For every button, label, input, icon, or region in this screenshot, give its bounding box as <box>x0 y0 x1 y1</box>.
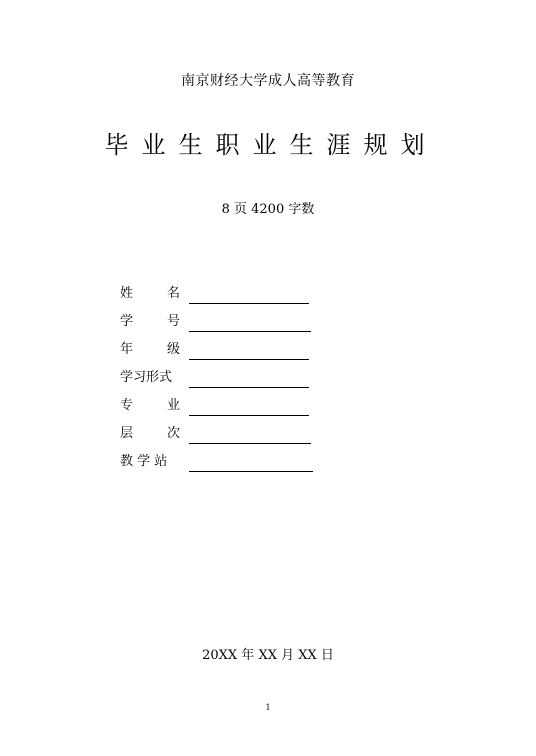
document-date: 20XX 年 XX 月 XX 日 <box>202 648 334 663</box>
field-label-grade <box>120 341 180 360</box>
label-char: 级 <box>166 342 180 357</box>
label-char: 层 <box>120 426 134 441</box>
major-field-line[interactable] <box>189 397 309 416</box>
grade-field-line[interactable] <box>189 341 309 360</box>
study-mode-field-line[interactable] <box>189 369 309 388</box>
level-field-line[interactable] <box>189 425 311 444</box>
label-char: 专 <box>120 398 134 413</box>
form-row-grade <box>120 332 340 360</box>
field-label-level <box>120 425 180 444</box>
student-id-field-line[interactable] <box>189 313 311 332</box>
field-label-name <box>120 285 180 304</box>
label-text: 教 学 站 <box>120 454 168 469</box>
field-label-major <box>120 397 180 416</box>
form-row-major <box>120 388 340 416</box>
study-center-field-line[interactable] <box>189 453 313 472</box>
label-char: 号 <box>166 314 180 329</box>
institution-name: 南京财经大学成人高等教育 <box>181 73 355 89</box>
page-number: 1 <box>265 703 271 712</box>
label-char: 年 <box>120 342 134 357</box>
field-label-study-center <box>120 453 180 472</box>
label-char: 名 <box>166 286 180 301</box>
form-row-level <box>120 416 340 444</box>
name-field-line[interactable] <box>189 285 309 304</box>
document-title: 毕业生职业生涯规划 <box>104 131 438 159</box>
label-char: 次 <box>166 426 180 441</box>
info-form <box>120 276 340 472</box>
field-label-student-id <box>120 313 180 332</box>
label-char: 学 <box>120 314 134 329</box>
page-word-count: 8 页 4200 字数 <box>221 202 315 217</box>
form-row-student-id <box>120 304 340 332</box>
form-row-study-mode <box>120 360 340 388</box>
form-row-name <box>120 276 340 304</box>
label-text: 学习形式 <box>120 370 173 385</box>
form-row-study-center <box>120 444 340 472</box>
label-char: 业 <box>166 398 180 413</box>
label-char: 姓 <box>120 286 134 301</box>
field-label-study-mode <box>120 369 180 388</box>
